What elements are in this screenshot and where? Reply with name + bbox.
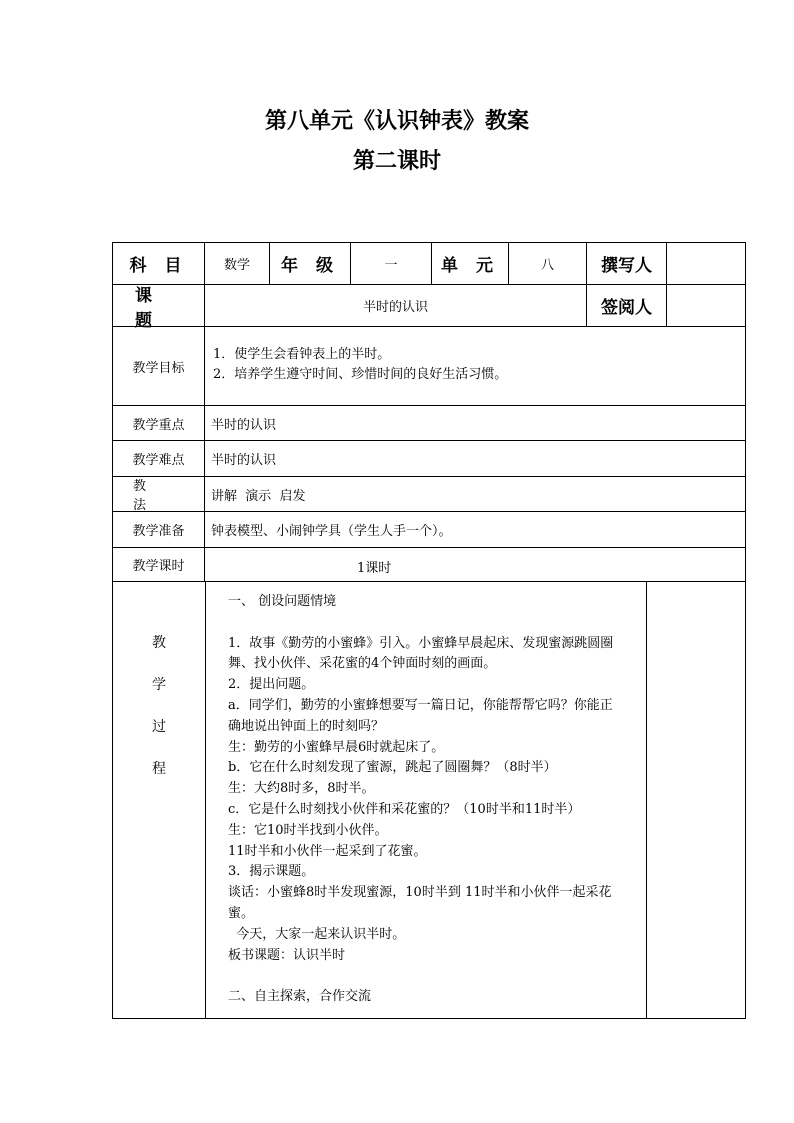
process-line: 生：勤劳的小蜜蜂早晨6时就起床了。 (228, 739, 445, 755)
method-value: 讲解 演示 启发 (204, 476, 746, 512)
prep-label: 教学准备 (112, 511, 205, 548)
process-cell (112, 581, 746, 1019)
process-line: 蜜。 (228, 905, 255, 921)
process-side-label (113, 622, 205, 790)
document-subtitle: 第二课时 (352, 148, 441, 174)
topic-value: 半时的认识 (204, 284, 587, 327)
prep-value: 钟表模型、小闹钟学具（学生人手一个）。 (204, 511, 746, 548)
process-line: 舞、找小伙伴、采花蜜的4个钟面时刻的画面。 (228, 656, 497, 672)
process-divider (205, 581, 206, 1019)
process-divider (646, 581, 647, 1019)
process-line (228, 966, 642, 987)
process-line: c．它是什么时刻找小伙伴和采花蜜的？（10时半和11时半） (228, 801, 581, 817)
subject-label: 科 目 (112, 242, 205, 285)
subject-value: 数学 (204, 242, 270, 285)
process-line: 板书课题：认识半时 (228, 947, 346, 963)
process-line: 生：大约8时多，8时半。 (228, 781, 375, 797)
unit-label: 单 元 (431, 242, 509, 285)
process-side-char: 程 (152, 761, 166, 777)
process-line: 11时半和小伙伴一起采到了花蜜。 (228, 843, 427, 859)
grade-label: 年 级 (269, 242, 351, 285)
process-line: b．它在什么时刻发现了蜜源，跳起了圆圈舞？（8时半） (228, 760, 557, 776)
process-line: 一、 创设问题情境 (228, 594, 337, 609)
grade-value: 一 (350, 242, 432, 285)
process-side-char: 过 (152, 719, 166, 735)
goal-item: 1．使学生会看钟表上的半时。 (213, 347, 391, 362)
process-line: 二、自主探索，合作交流 (228, 989, 372, 1005)
lesson-plan-table (112, 242, 746, 1019)
process-line: 1．故事《勤劳的小蜜蜂》引入。小蜜蜂早晨起床、发现蜜源跳圆圈 (228, 635, 614, 651)
goal-item: 2．培养学生遵守时间、珍惜时间的良好生活习惯。 (213, 367, 508, 382)
process-line: 今天，大家一起来认识半时。 (228, 926, 406, 942)
topic-label: 课 题 (112, 284, 205, 327)
difficulty-value: 半时的认识 (204, 440, 746, 477)
author-value (666, 242, 746, 285)
process-line: 谈话：小蜜蜂8时半发现蜜源，10时半到 11时半和小伙伴一起采花 (228, 885, 612, 901)
goals-label: 教学目标 (112, 326, 205, 406)
reviewer-value (666, 284, 746, 327)
process-side-char: 学 (152, 677, 166, 693)
process-line: 2．提出问题。 (228, 677, 315, 693)
process-line: 生：它10时半找到小伙伴。 (228, 822, 388, 838)
process-line: 确地说出钟面上的时刻吗？ (228, 718, 385, 734)
focus-value: 半时的认识 (204, 405, 746, 441)
document-title: 第八单元《认识钟表》教案 (264, 108, 529, 134)
process-line: 3．揭示课题。 (228, 864, 315, 880)
author-label: 撰写人 (586, 242, 667, 285)
process-side-char: 教 (152, 635, 166, 651)
process-line (228, 613, 642, 634)
unit-value: 八 (508, 242, 587, 285)
process-line: a．同学们，勤劳的小蜜蜂想要写一篇日记，你能帮帮它吗？你能正 (228, 697, 613, 713)
process-content (228, 592, 642, 1008)
hours-value: 1课时 (357, 561, 392, 576)
hours-cell (204, 547, 746, 582)
method-label: 教 法 (112, 476, 205, 512)
difficulty-label: 教学难点 (112, 440, 205, 477)
goals-cell (204, 326, 746, 406)
hours-label: 教学课时 (112, 547, 205, 582)
focus-label: 教学重点 (112, 405, 205, 441)
reviewer-label: 签阅人 (586, 284, 667, 327)
